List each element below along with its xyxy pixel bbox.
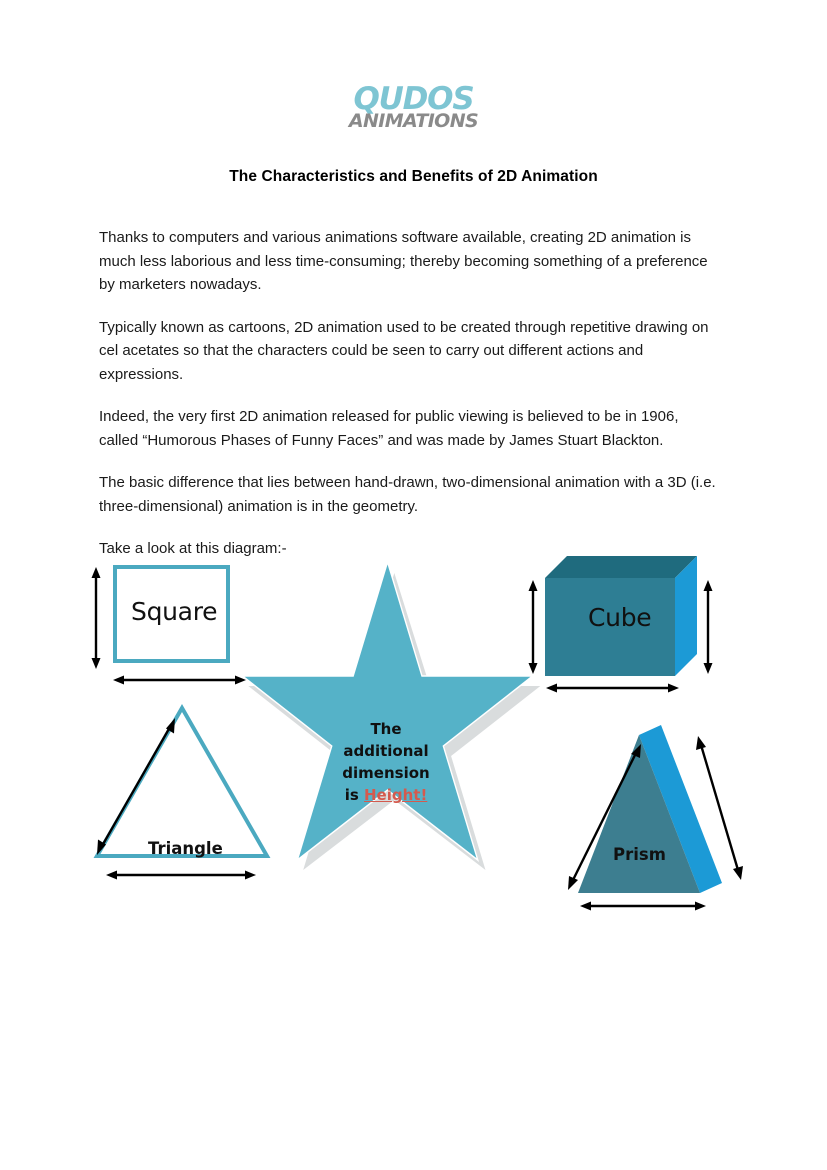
- cube-figure: [535, 548, 735, 693]
- square-width-arrow: [113, 676, 246, 685]
- prism-figure: [535, 720, 750, 920]
- page-title: The Characteristics and Benefits of 2D Animation: [229, 168, 598, 185]
- paragraph-1: Thanks to computers and various animations software available, creating 2D animation is much less laborious and less time-consuming; thereby becoming something of a preference by marketers nowadays.: [99, 229, 708, 293]
- prism-label: Prism: [613, 845, 666, 864]
- brand-logo: [0, 81, 827, 132]
- paragraph-5: Take a look at this diagram:-: [99, 540, 287, 557]
- document-body: [99, 226, 717, 561]
- triangle-slant-arrow: [97, 718, 175, 855]
- prism-left-slant-arrow: [568, 744, 641, 890]
- cube-left-height-arrow: [529, 580, 538, 674]
- star-caption-line-2: additional: [343, 742, 429, 760]
- logo-wordmark: QUDOS: [353, 81, 474, 117]
- triangle-base-arrow: [106, 871, 256, 880]
- star-caption-line-1: The: [370, 720, 402, 738]
- star-caption-prefix: is: [344, 786, 364, 804]
- star-body: [242, 562, 532, 860]
- star-caption-line-4: [312, 784, 460, 806]
- star-caption-highlight: Height!: [364, 786, 428, 804]
- square-height-arrow: [92, 567, 101, 669]
- triangle-label: Triangle: [148, 839, 223, 858]
- prism-base-arrow: [580, 902, 706, 911]
- cube-width-arrow: [546, 684, 679, 693]
- star-figure: [262, 558, 522, 938]
- cube-label: Cube: [588, 603, 652, 632]
- star-caption-line-3: dimension: [342, 764, 430, 782]
- cube-right-height-arrow: [704, 580, 713, 674]
- geometry-diagram: [80, 548, 750, 948]
- logo-subtitle: ANIMATIONS: [348, 110, 479, 132]
- paragraph-4: The basic difference that lies between hand-drawn, two-dimensional animation with a 3D (i.e. three-dimensional) animation is in the geometry.: [99, 474, 716, 515]
- paragraph-2: Typically known as cartoons, 2D animation used to be created through repetitive drawing on cel acetates so that the characters could be seen to carry out different actions and expressions.: [99, 318, 709, 383]
- star-caption: [312, 718, 460, 806]
- square-label: Square: [131, 597, 218, 626]
- prism-right-slant-arrow: [696, 736, 743, 880]
- square-figure: [113, 565, 238, 671]
- triangle-figure: [90, 703, 280, 893]
- paragraph-3: Indeed, the very first 2D animation released for public viewing is believed to be in 1906, called “Humorous Phases of Funny Faces” and was made by James Stuart Blackton.: [99, 408, 679, 449]
